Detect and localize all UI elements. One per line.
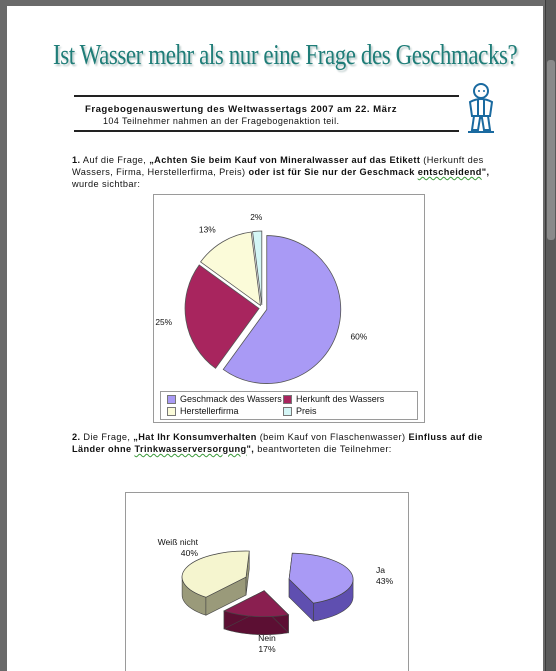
header-title: Fragebogenauswertung des Weltwassertags 2007 am 22. März <box>85 104 398 115</box>
legend-item-geschmack <box>167 394 282 404</box>
question-1-text <box>72 154 492 190</box>
question-2-bold-end: ", <box>246 444 255 454</box>
legend-label: Preis <box>296 406 317 416</box>
question-1-normal: (Herkunft des Wassers, Firma, Herstellerfirma, Preis) <box>72 155 484 177</box>
document-title: Ist Wasser mehr als nur eine Frage des Geschmacks? <box>53 40 518 71</box>
question-1-pre: Auf die Frage, <box>82 155 147 165</box>
mascot-logo-icon <box>462 82 498 136</box>
chart-1-pie <box>154 195 424 395</box>
question-2-bold-2: Einfluss auf die Länder ohne <box>72 432 483 454</box>
header-rule-top <box>74 95 459 97</box>
header-subtitle: 104 Teilnehmer nahmen an der Fragebogenaktion teil. <box>103 116 340 126</box>
question-1-bold-2: oder ist für Sie nur der Geschmack <box>248 167 415 177</box>
question-2-normal: (beim Kauf von Flaschenwasser) <box>259 432 406 442</box>
question-1-bold-squiggle: entscheidend <box>417 167 482 177</box>
chart-1-frame <box>153 194 425 423</box>
category-label-weiss-nicht: Weiß nicht <box>157 537 198 547</box>
legend-item-hersteller <box>167 406 239 416</box>
scrollbar-thumb[interactable] <box>547 60 555 240</box>
document-page <box>7 6 543 671</box>
legend-item-herkunft <box>283 394 384 404</box>
chart-2-pie3d <box>126 493 408 671</box>
legend-swatch <box>167 407 176 416</box>
question-2-text <box>72 431 487 455</box>
data-label-2: 2% <box>250 212 263 223</box>
question-1-number: 1. <box>72 155 81 165</box>
data-label-13: 13% <box>198 224 216 235</box>
legend-label: Herkunft des Wassers <box>296 394 385 404</box>
question-2-number: 2. <box>72 432 81 442</box>
chart-1-legend <box>160 391 418 420</box>
category-label-ja: Ja <box>376 565 386 575</box>
question-2-pre: Die Frage, <box>83 432 131 442</box>
question-1-bold-end: ", <box>481 167 490 177</box>
legend-swatch <box>283 407 292 416</box>
legend-swatch <box>167 395 176 404</box>
legend-swatch <box>283 395 292 404</box>
chart-2-frame <box>125 492 409 671</box>
header-rule-bottom <box>74 130 459 132</box>
legend-label: Geschmack des Wassers <box>180 394 282 404</box>
question-1-post: wurde sichtbar: <box>72 179 141 189</box>
vertical-scrollbar[interactable] <box>545 0 556 671</box>
question-2-bold-1: „Hat Ihr Konsumverhalten <box>133 432 257 442</box>
category-label-nein: Nein <box>258 633 276 643</box>
question-1-bold-1: „Achten Sie beim Kauf von Mineralwasser auf das Etikett <box>149 155 421 165</box>
data-label-25: 25% <box>155 317 173 328</box>
data-label-nein: 17% <box>258 644 276 654</box>
legend-label: Herstellerfirma <box>180 406 239 416</box>
legend-item-preis <box>283 406 317 416</box>
data-label-60: 60% <box>350 331 368 342</box>
question-2-bold-squiggle: Trinkwasserversorgung <box>134 444 247 454</box>
question-2-post: beantworteten die Teilnehmer: <box>257 444 392 454</box>
data-label-ja: 43% <box>376 576 394 586</box>
data-label-weiss-nicht: 40% <box>180 548 198 558</box>
